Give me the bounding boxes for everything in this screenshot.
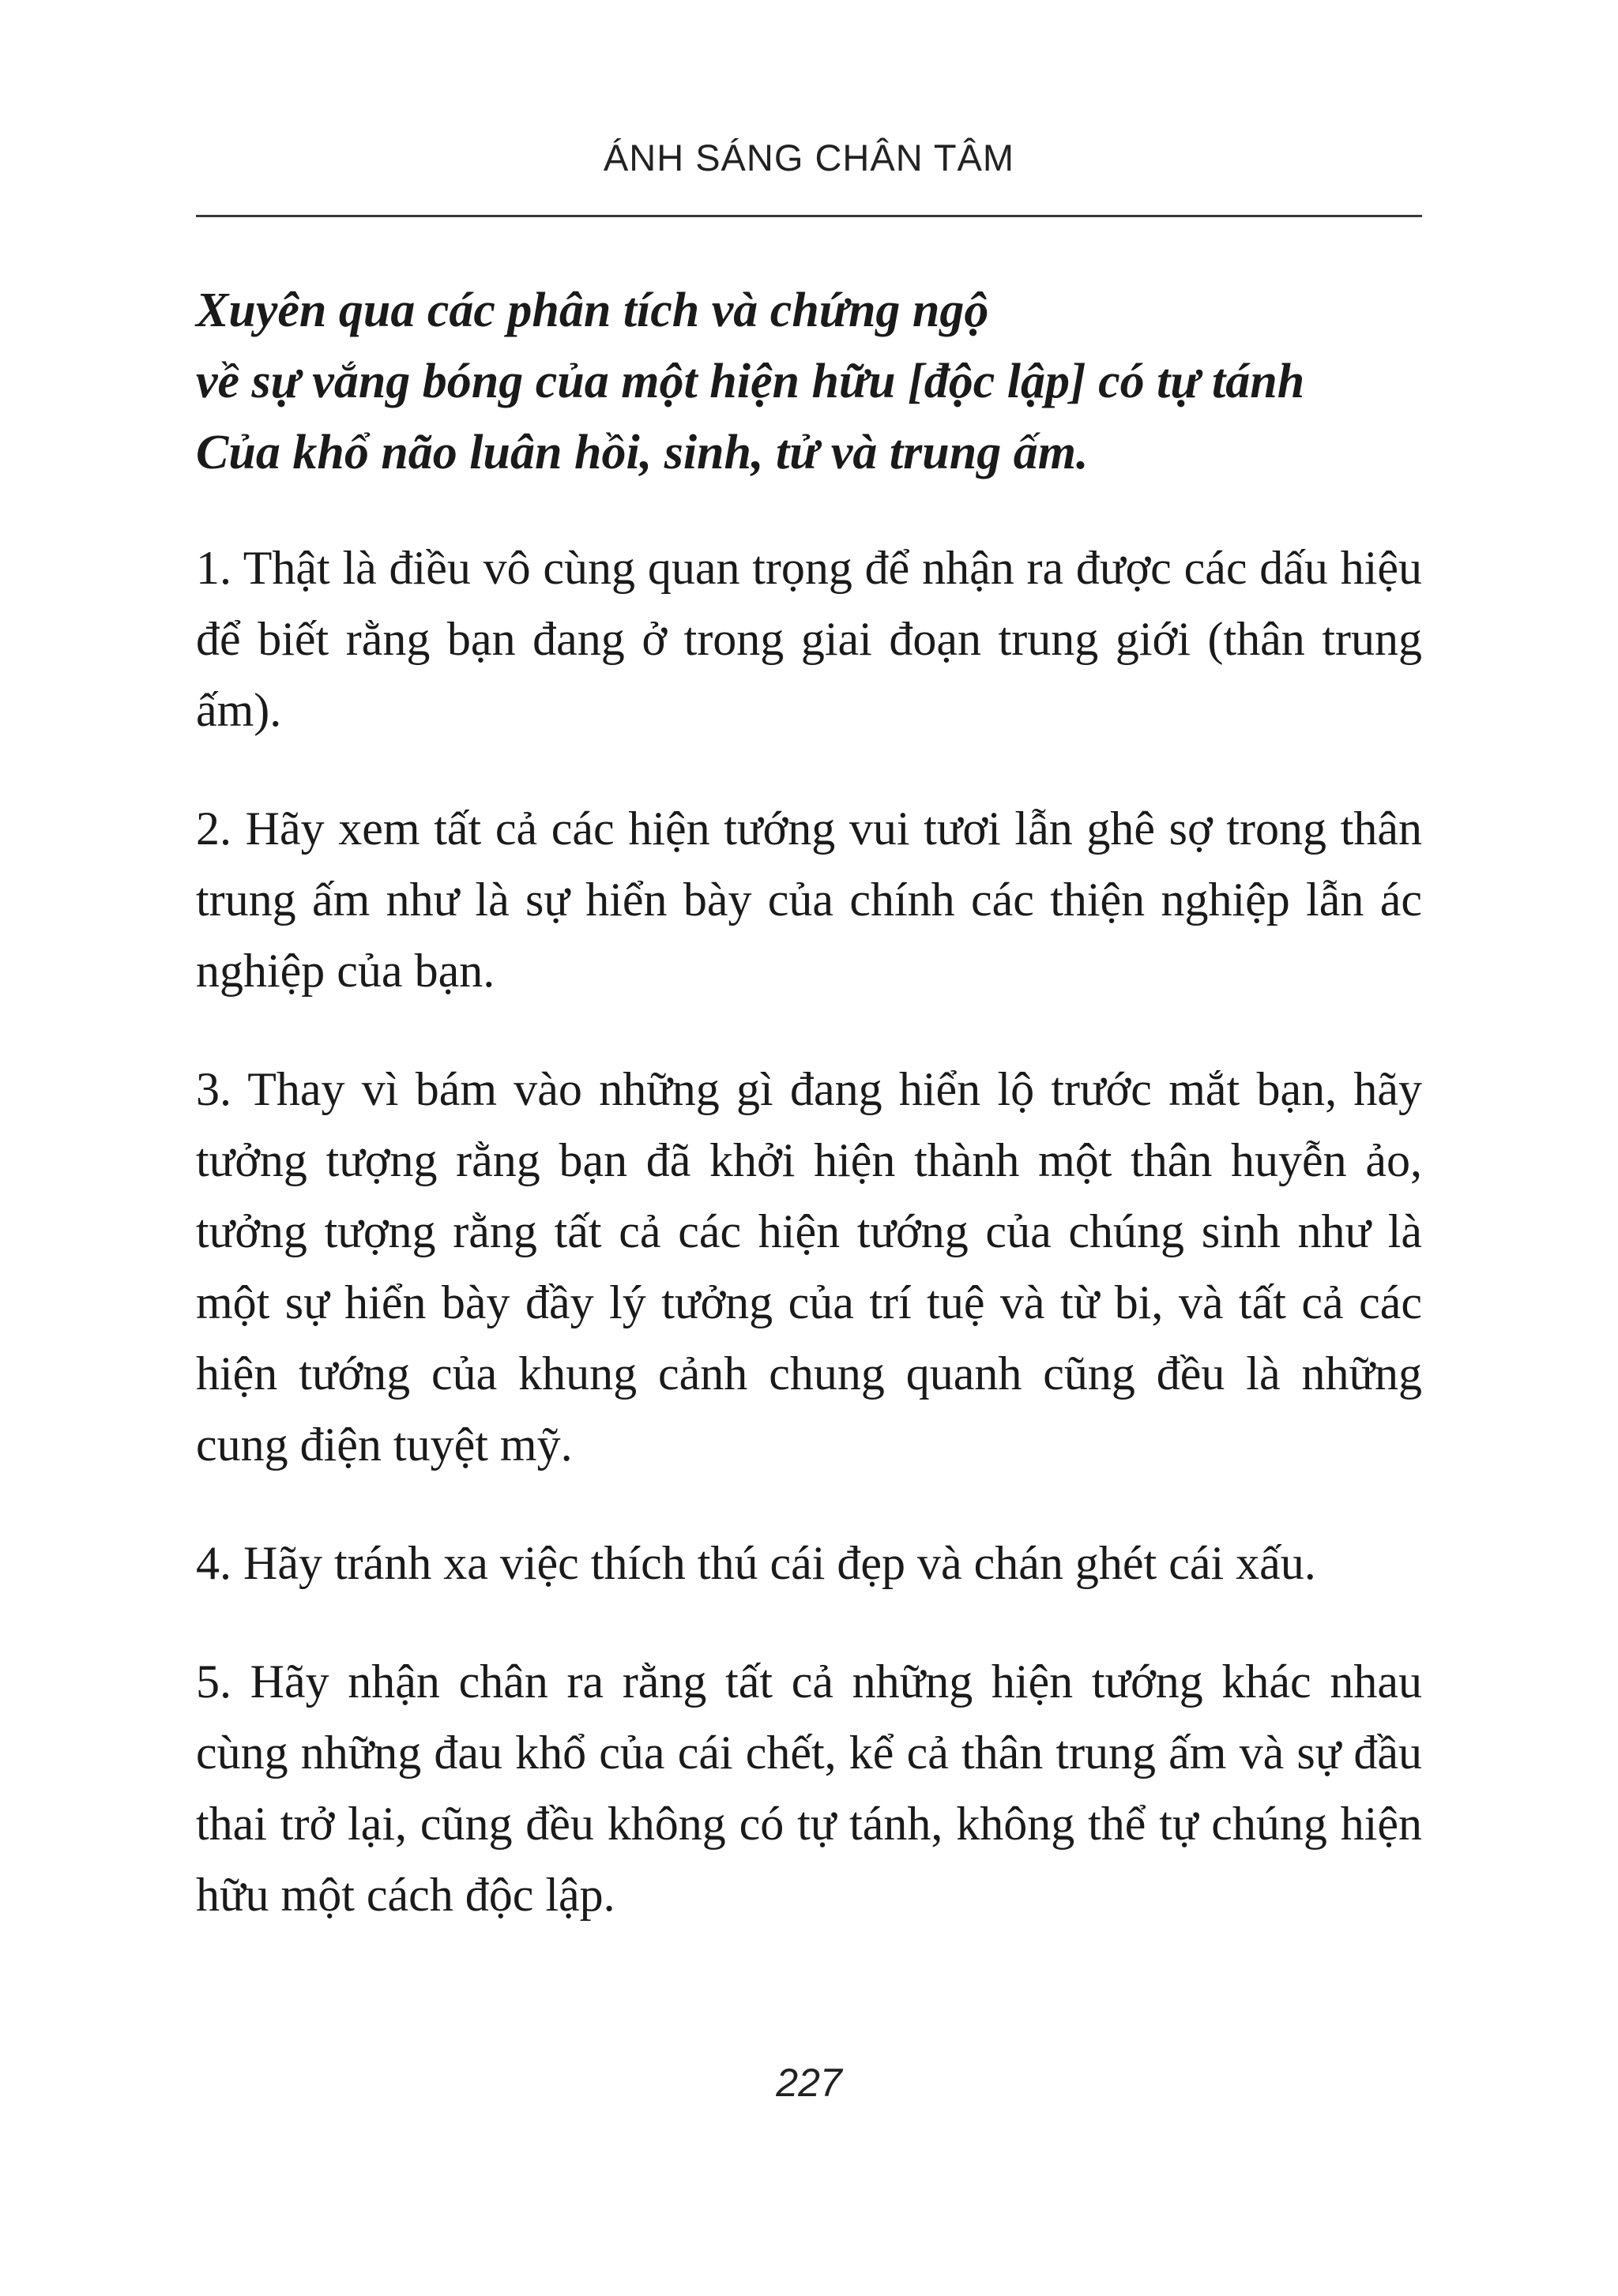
verse-line: về sự vắng bóng của một hiện hữu [độc lập] có tự tánh xyxy=(196,355,1305,408)
verse-block xyxy=(196,275,1422,488)
header-divider xyxy=(196,215,1422,217)
verse-line: Xuyên qua các phân tích và chứng ngộ xyxy=(196,284,989,337)
page-body xyxy=(196,275,1422,1978)
numbered-paragraph-1: 1. Thật là điều vô cùng quan trọng để nhận ra được các dấu hiệu để biết rằng bạn đang ở trong giai đoạn trung giới (thân trung ấm). xyxy=(196,542,1422,736)
numbered-paragraph-4: 4. Hãy tránh xa việc thích thú cái đẹp và chán ghét cái xấu. xyxy=(196,1537,1316,1589)
numbered-paragraph-5: 5. Hãy nhận chân ra rằng tất cả những hiện tướng khác nhau cùng những đau khổ của cái chết, kể cả thân trung ấm và sự đầu thai trở lại, cũng đều không có tự tánh, không thể tự chúng hiện hữu một cách độc lập. xyxy=(196,1655,1422,1921)
numbered-paragraph-3: 3. Thay vì bám vào những gì đang hiển lộ trước mắt bạn, hãy tưởng tượng rằng bạn đã khởi hiện thành một thân huyễn ảo, tưởng tượng rằng tất cả các hiện tướng của chúng sinh như là một sự hiển bày đầy lý tưởng của trí tuệ và từ bi, và tất cả các hiện tướng của khung cảnh chung quanh cũng đều là những cung điện tuyệt mỹ. xyxy=(196,1063,1422,1471)
running-header: ÁNH SÁNG CHÂN TÂM xyxy=(603,137,1015,178)
verse-line: Của khổ não luân hồi, sinh, tử và trung ấm. xyxy=(196,426,1089,479)
numbered-paragraph-2: 2. Hãy xem tất cả các hiện tướng vui tươi lẫn ghê sợ trong thân trung ấm như là sự hiển bày của chính các thiện nghiệp lẫn ác nghiệp của bạn. xyxy=(196,802,1422,997)
page-number: 227 xyxy=(776,2061,842,2105)
